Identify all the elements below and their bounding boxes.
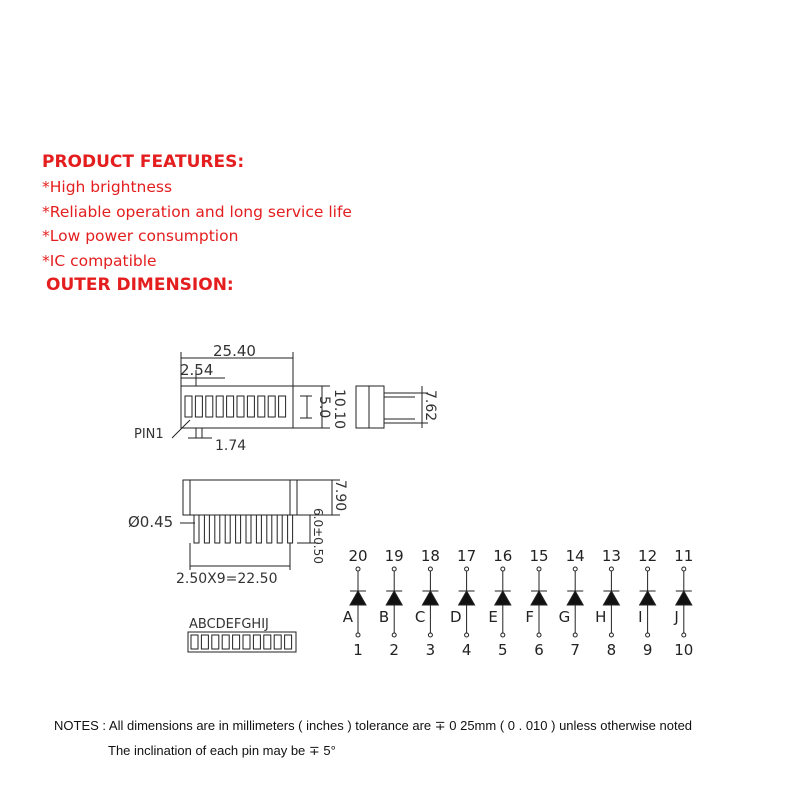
pin1-label: PIN1 (134, 427, 164, 442)
diode-channel (415, 547, 440, 659)
pin-terminal (646, 633, 650, 637)
pin-terminal (356, 633, 360, 637)
diode-channel (450, 547, 476, 659)
letter-segment (222, 635, 229, 649)
pin-number-top: 12 (638, 547, 658, 565)
diode-letter: I (638, 608, 643, 626)
diode-symbol (603, 591, 619, 605)
pin-number-bottom: 9 (642, 641, 653, 659)
diode-letter: H (595, 608, 607, 626)
pin-number-top: 13 (601, 547, 621, 565)
letter-segment (233, 635, 240, 649)
diode-channel (379, 547, 404, 659)
lead-pin (236, 515, 241, 543)
notes (54, 718, 692, 759)
letter-view-segments (191, 635, 292, 649)
dimension-title: OUTER DIMENSION: (46, 275, 234, 295)
diode-channel (525, 547, 548, 659)
pin-terminal (682, 567, 686, 571)
diode-symbol (350, 591, 366, 605)
pin-number-top: 14 (565, 547, 585, 565)
diode-letter: F (525, 608, 534, 626)
pin-number-bottom: 8 (606, 641, 617, 659)
top-segment (268, 396, 275, 417)
diode-channel (559, 547, 585, 659)
pin-number-bottom: 3 (425, 641, 436, 659)
diode-channel (638, 547, 657, 659)
diode-symbol (459, 591, 475, 605)
letter-segment (212, 635, 219, 649)
dim-pitch-label: 2.54 (180, 361, 214, 379)
letter-segment (285, 635, 292, 649)
lead-pin (215, 515, 220, 543)
diode-letter: B (378, 608, 390, 626)
feature-item: *IC compatible (42, 251, 157, 270)
diode-symbol (676, 591, 692, 605)
diode-letter: A (342, 608, 353, 626)
dim-body-label: 7.90 (332, 480, 348, 512)
pin-terminal (609, 567, 613, 571)
side-view-body (356, 386, 384, 428)
pin-number-top: 16 (493, 547, 513, 565)
pin-terminal (537, 567, 541, 571)
top-segment (216, 396, 223, 417)
pin-terminal (356, 567, 360, 571)
pin-number-bottom: 5 (498, 641, 508, 659)
letter-segment (274, 635, 281, 649)
pin-terminal (501, 567, 505, 571)
feature-item: *Low power consumption (42, 227, 239, 245)
pin-terminal (573, 633, 577, 637)
pin-terminal (428, 567, 432, 571)
top-segment (247, 396, 254, 417)
pin-number-bottom: 7 (570, 641, 580, 659)
front-view-body (183, 480, 297, 515)
pin-number-top: 20 (348, 547, 368, 565)
top-segment (206, 396, 213, 417)
pin-terminal (573, 567, 577, 571)
pin-number-bottom: 10 (674, 641, 694, 659)
pin-number-bottom: 1 (353, 641, 363, 659)
letter-segment (243, 635, 250, 649)
pin-terminal (646, 567, 650, 571)
diode-symbol (567, 591, 583, 605)
diode-letter: J (674, 608, 679, 626)
diode-channel (595, 547, 621, 659)
diode-channel (673, 547, 693, 659)
lead-pin (256, 515, 261, 543)
diode-letter: C (414, 608, 426, 626)
lead-pin (246, 515, 251, 543)
top-view-segments (185, 396, 286, 417)
pin-terminal (537, 633, 541, 637)
lead-pin (194, 515, 199, 543)
lead-pin (204, 515, 209, 543)
dim-gap-label: 1.74 (215, 438, 247, 454)
pin-terminal (465, 633, 469, 637)
pin-number-bottom: 2 (389, 641, 399, 659)
letter-segment (253, 635, 260, 649)
dim-lead-len-label: 6.0±0.50 (311, 508, 325, 564)
top-view (134, 342, 347, 454)
top-segment (185, 396, 192, 417)
dim-side-label: 7.62 (422, 390, 438, 422)
dim-span-label: 2.50X9=22.50 (176, 571, 278, 587)
side-view (356, 386, 438, 428)
front-view-pins (194, 515, 293, 543)
top-segment (227, 396, 234, 417)
dim-seg-height-label: 5.0 (316, 396, 332, 419)
front-view (128, 480, 348, 587)
dim-width-label: 25.40 (213, 342, 256, 360)
notes-line-1: NOTES : All dimensions are in millimeters ( inches ) tolerance are ∓ 0 25mm ( 0 . 010 ) unless otherwise noted (54, 718, 693, 733)
diode-symbol (386, 591, 402, 605)
dim-lead-dia-label: Ø0.45 (128, 513, 174, 531)
letter-segment (191, 635, 198, 649)
pin-number-top: 15 (529, 547, 549, 565)
diode-letter: E (488, 608, 498, 626)
pin-number-top: 11 (674, 547, 694, 565)
lead-pin (225, 515, 230, 543)
feature-item: *Reliable operation and long service life (42, 202, 352, 221)
pin-number-top: 18 (420, 547, 440, 565)
top-segment (279, 396, 286, 417)
top-segment (258, 396, 265, 417)
pin-number-top: 19 (384, 547, 404, 565)
pin-terminal (392, 633, 396, 637)
top-segment (195, 396, 202, 417)
lead-pin (288, 515, 293, 543)
diode-symbol (640, 591, 656, 605)
pin-number-bottom: 4 (461, 641, 472, 659)
pin-number-bottom: 6 (534, 641, 544, 659)
segment-letters: ABCDEFGHIJ (189, 617, 269, 632)
top-segment (237, 396, 244, 417)
features-title: PRODUCT FEATURES: (42, 152, 245, 172)
pin-terminal (465, 567, 469, 571)
dim-height-label: 10.10 (331, 389, 347, 430)
lead-pin (277, 515, 282, 543)
letter-segment (264, 635, 271, 649)
circuit-schematic (343, 547, 694, 659)
pin-terminal (501, 633, 505, 637)
diode-channel (488, 547, 512, 659)
diode-symbol (531, 591, 547, 605)
letter-segment (201, 635, 208, 649)
lead-pin (267, 515, 272, 543)
pin-terminal (609, 633, 613, 637)
diode-channel (343, 547, 368, 659)
diode-letter: G (558, 608, 571, 626)
pin-terminal (682, 633, 686, 637)
notes-line-2: The inclination of each pin may be ∓ 5° (108, 743, 336, 758)
pin-terminal (428, 633, 432, 637)
feature-item: *High brightness (42, 178, 173, 196)
diode-symbol (495, 591, 511, 605)
pin-number-top: 17 (457, 547, 477, 565)
pin-terminal (392, 567, 396, 571)
diode-symbol (422, 591, 438, 605)
diode-letter: D (450, 608, 462, 626)
segment-letter-view (188, 617, 296, 652)
